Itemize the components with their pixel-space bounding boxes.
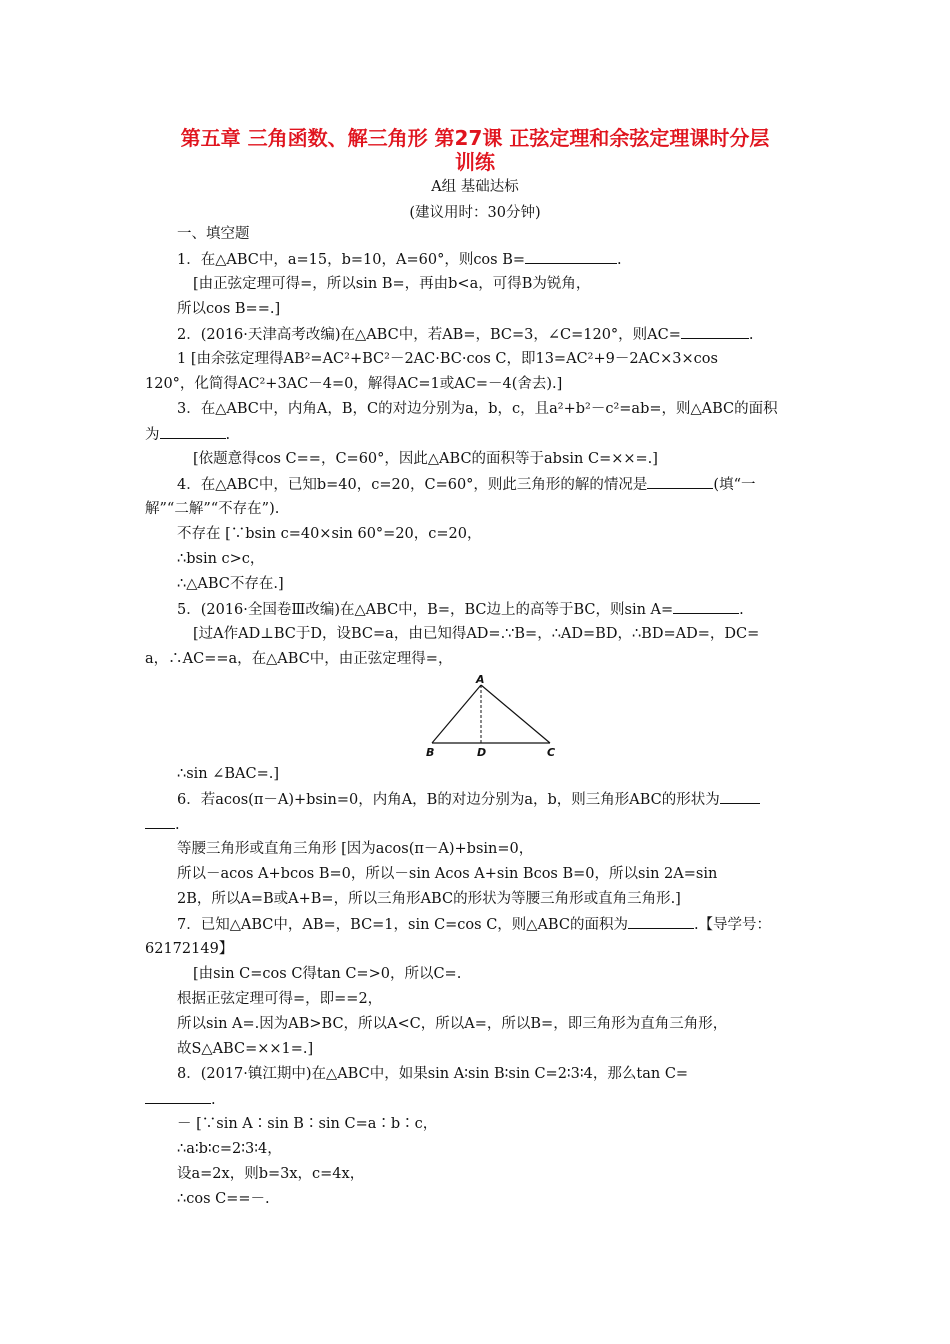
answer-5-line1: [过A作AD⊥BC于D，设BC=a，由已知得AD=.∵B=，∴AD=BD，∴BD=AD=，DC= [193,626,760,642]
vertex-label-c: C [547,746,556,759]
answer-1-line1: [由正弦定理可得=，所以sin B=，再由b<a，可得B为锐角， [193,276,591,292]
answer-3: [依题意得cos C==，C=60°，因此△ABC的面积等于absin C=××=.] [193,451,658,467]
answer-blank [160,424,226,439]
answer-8-line3: 设a=2x，则b=3x，c=4x， [177,1166,365,1182]
answer-5-line3: ∴sin ∠BAC=.] [177,766,280,782]
chapter-title-line1: 第五章 三角函数、解三角形 第27课 正弦定理和余弦定理课时分层 [180,126,770,150]
question-8-text: 8．(2017·镇江期中)在△ABC中，如果sin A∶sin B∶sin C=2∶3∶4，那么tan C= [177,1066,689,1082]
side-ac [481,685,550,743]
time-hint: (建议用时：30分钟) [409,205,541,221]
answer-5-line2: a，∴AC==a，在△ABC中，由正弦定理得=， [145,651,453,667]
section-heading: 一、填空题 [177,226,250,242]
answer-4-line3: ∴△ABC不存在.] [177,576,284,592]
answer-8-line4: ∴cos C==－. [177,1191,270,1207]
answer-blank [145,814,175,829]
question-8-text-cont: . [145,1089,216,1110]
answer-blank [647,474,713,489]
chapter-title-line2: 训练 [455,150,495,174]
question-2-text: 2．(2016·天津高考改编)在△ABC中，若AB=，BC=3，∠C=120°，则AC= . [177,324,754,345]
answer-8-line1: － [∵sin A∶sin B∶sin C=a∶b∶c， [177,1116,438,1132]
vertex-label-b: B [426,746,435,759]
question-4-text-cont: 解”“二解”“不存在”). [145,501,280,517]
answer-1-line2: 所以cos B==.] [177,301,281,317]
answer-7-line4: 故S△ABC=××1=.] [177,1041,314,1057]
answer-7-line2: 根据正弦定理可得=，即==2， [177,991,383,1007]
answer-6-line1: 等腰三角形或直角三角形 [因为acos(π－A)+bsin=0， [177,841,534,857]
answer-8-line2: ∴a∶b∶c=2∶3∶4， [177,1141,282,1157]
group-heading: A组 基础达标 [431,179,519,195]
answer-blank [681,324,749,339]
answer-4-line2: ∴bsin c>c， [177,551,265,567]
question-6-text: 6．若acos(π－A)+bsin=0，内角A，B的对边分别为a，b，则三角形ABC的形状为 [177,789,760,810]
answer-6-line2: 所以－acos A+bcos B=0，所以－sin Acos A+sin Bcos B=0，所以sin 2A=sin [177,866,718,882]
answer-blank [673,599,739,614]
answer-4-line1: 不存在 [∵bsin c=40×sin 60°=20，c=20， [177,526,482,542]
question-7-text: 7．已知△ABC中，AB=，BC=1，sin C=cos C，则△ABC的面积为 .【导学号： [177,914,771,935]
question-3-text: 3．在△ABC中，内角A，B，C的对边分别为a，b，c，且a²+b²－c²=ab=，则△ABC的面积 [177,401,778,417]
answer-blank [720,789,760,804]
answer-2-line2: 120°，化简得AC²+3AC－4=0，解得AC=1或AC=－4(舍去).] [145,376,563,392]
answer-6-line3: 2B，所以A=B或A+B=，所以三角形ABC的形状为等腰三角形或直角三角形.] [177,891,681,907]
answer-blank [525,249,617,264]
answer-blank [145,1089,211,1104]
triangle-abc-figure [420,673,560,761]
question-1-text: 1．在△ABC中，a=15，b=10，A=60°，则cos B= . [177,249,622,270]
question-4-text: 4．在△ABC中，已知b=40，c=20，C=60°，则此三角形的解的情况是 (填“一 [177,474,756,495]
answer-7-line3: 所以sin A=.因为AB>BC，所以A<C，所以A=，所以B=，即三角形为直角三角形， [177,1016,728,1032]
question-3-text-cont: 为 . [145,424,230,445]
vertex-label-a: A [476,673,485,686]
answer-7-line1: [由sin C=cos C得tan C=>0，所以C=. [193,966,462,982]
question-5-text: 5．(2016·全国卷Ⅲ改编)在△ABC中，B=，BC边上的高等于BC，则sin A= . [177,599,744,620]
answer-blank [628,914,694,929]
question-6-text-cont: . [145,814,180,835]
answer-2-line1: 1 [由余弦定理得AB²=AC²+BC²－2AC·BC·cos C，即13=AC²+9－2AC×3×cos [177,351,718,367]
guide-number: 62172149】 [145,941,234,957]
side-ab [432,685,481,743]
point-label-d: D [477,746,487,759]
